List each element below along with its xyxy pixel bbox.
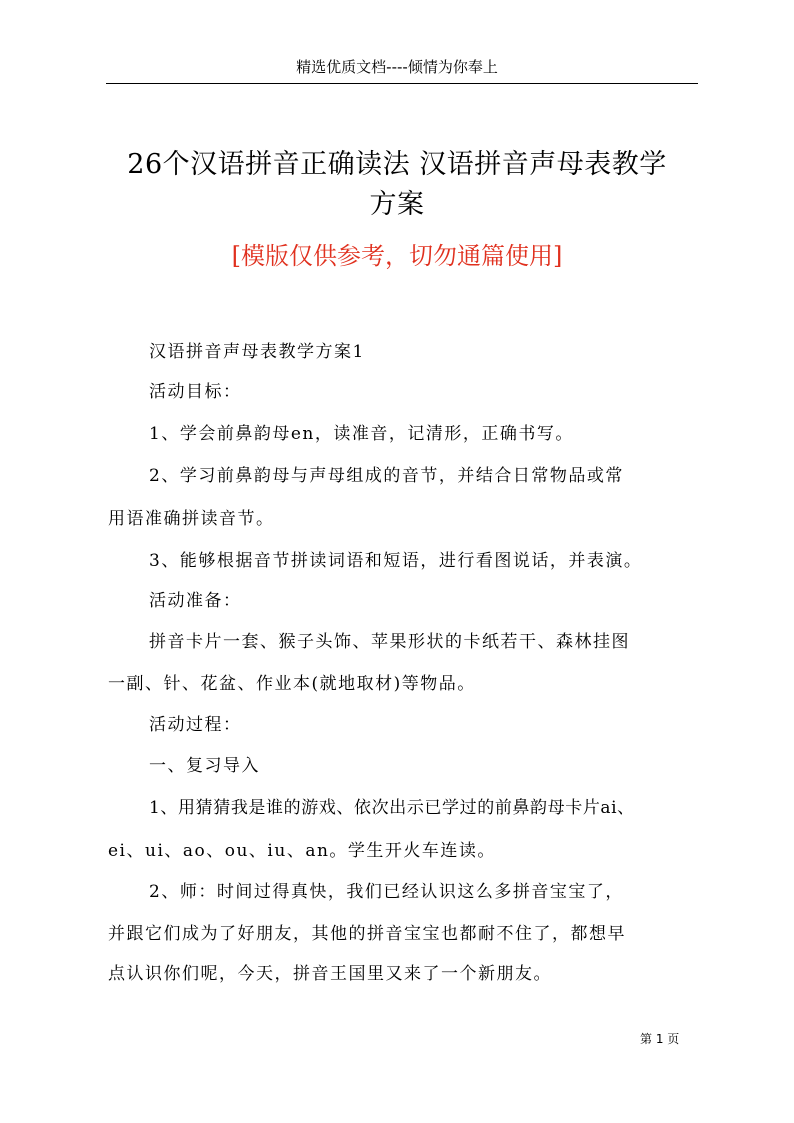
paragraph-line: 一、复习导入 bbox=[149, 756, 260, 776]
paragraph-line: 3、能够根据音节拼读词语和短语，进行看图说话，并表演。 bbox=[149, 551, 643, 571]
paragraph-line: 拼音卡片一套、猴子头饰、苹果形状的卡纸若干、森林挂图 bbox=[149, 632, 630, 652]
paragraph-line: 2、师：时间过得真快，我们已经认识这么多拼音宝宝了， bbox=[149, 882, 624, 902]
paragraph-line: 用语准确拼读音节。 bbox=[108, 509, 275, 529]
page-number: 第 1 页 bbox=[640, 1032, 680, 1046]
paragraph-line: 1、用猜猜我是谁的游戏、依次出示已学过的前鼻韵母卡片ai、 bbox=[149, 798, 635, 818]
template-notice: [模版仅供参考，切勿通篇使用] bbox=[231, 242, 563, 270]
page-header: 精选优质文档----倾情为你奉上 bbox=[296, 58, 498, 76]
paragraph-line: 活动准备： bbox=[149, 591, 242, 611]
section-heading: 汉语拼音声母表教学方案1 bbox=[149, 342, 365, 362]
paragraph-line: 并跟它们成为了好朋友，其他的拼音宝宝也都耐不住了，都想早 bbox=[108, 924, 626, 944]
paragraph-line: 1、学会前鼻韵母en，读准音，记清形，正确书写。 bbox=[149, 424, 574, 444]
title-line-1: 26个汉语拼音正确读法 汉语拼音声母表教学 bbox=[127, 149, 667, 180]
paragraph-line: 一副、针、花盆、作业本(就地取材)等物品。 bbox=[108, 674, 476, 694]
paragraph-line: 活动目标： bbox=[149, 382, 242, 402]
title-line-2: 方案 bbox=[369, 189, 425, 220]
paragraph-line: 活动过程： bbox=[149, 715, 242, 735]
document-title bbox=[90, 145, 704, 225]
paragraph-line: 2、学习前鼻韵母与声母组成的音节，并结合日常物品或常 bbox=[149, 466, 624, 486]
header-divider bbox=[106, 83, 698, 84]
paragraph-line: ei、ui、ao、ou、iu、an。学生开火车连读。 bbox=[108, 841, 496, 861]
paragraph-line: 点认识你们呢，今天，拼音王国里又来了一个新朋友。 bbox=[108, 964, 552, 984]
